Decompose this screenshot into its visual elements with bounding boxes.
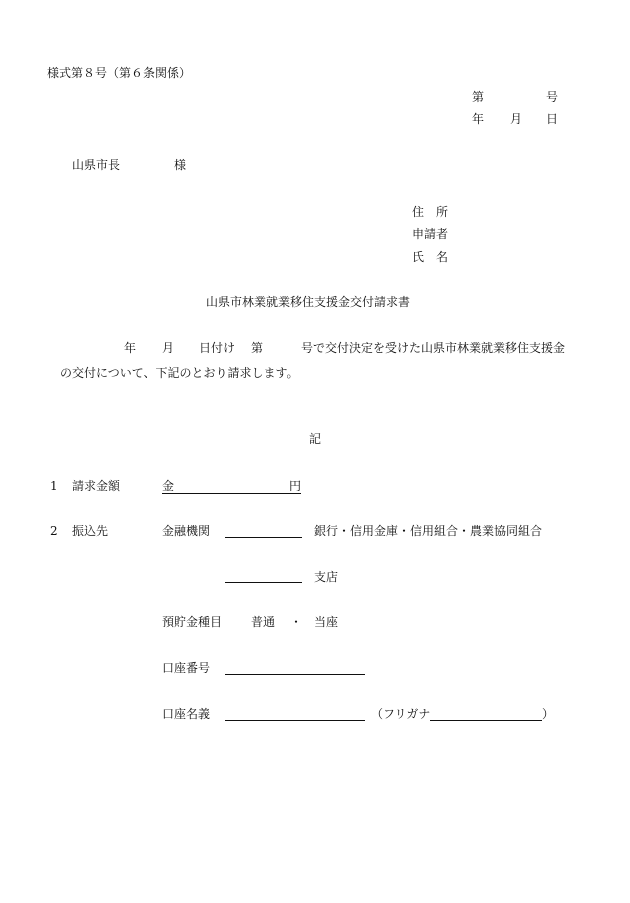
institution-label: 金融機関 xyxy=(162,524,211,538)
body-month: 月 xyxy=(162,341,175,355)
body-year: 年 xyxy=(124,341,137,355)
document-title: 山県市林業就業移住支援金交付請求書 xyxy=(206,295,411,309)
item2-number: 2 xyxy=(50,524,58,538)
item1-label: 請求金額 xyxy=(72,479,121,493)
institution-types: 銀行・信用金庫・信用組合・農業協同組合 xyxy=(314,524,543,538)
body-day-dated: 日付け xyxy=(199,341,236,355)
amount-prefix: 金 xyxy=(162,479,175,493)
ki-mark: 記 xyxy=(309,432,322,446)
account-number-field[interactable] xyxy=(225,674,365,675)
body-line1-rest: 号で交付決定を受けた山県市林業就業移住支援金 xyxy=(301,341,566,355)
account-type-toza[interactable]: 当座 xyxy=(314,615,339,629)
body-line2: の交付について、下記のとおり請求します。 xyxy=(60,366,299,380)
item1-number: 1 xyxy=(50,479,58,493)
account-type-futsu[interactable]: 普通 xyxy=(251,615,276,629)
doc-number-suffix: 号 xyxy=(546,90,559,104)
form-number: 様式第８号（第６条関係） xyxy=(47,66,192,80)
furigana-close: ） xyxy=(542,707,555,721)
branch-label: 支店 xyxy=(314,570,339,584)
address-label: 住 所 xyxy=(412,205,449,219)
furigana-open: （フリガナ xyxy=(371,707,431,721)
date-month: 月 xyxy=(510,112,523,126)
account-number-label: 口座番号 xyxy=(162,661,211,675)
date-year: 年 xyxy=(472,112,485,126)
account-type-separator: ・ xyxy=(290,615,303,629)
doc-number-prefix: 第 xyxy=(472,90,485,104)
branch-field[interactable] xyxy=(225,582,302,583)
amount-underline[interactable] xyxy=(162,493,301,494)
account-type-label: 預貯金種目 xyxy=(162,615,223,629)
addressee-name: 山県市長 xyxy=(72,158,121,172)
addressee-honorific: 様 xyxy=(174,158,187,172)
body-dai: 第 xyxy=(251,341,264,355)
name-label: 氏 名 xyxy=(412,250,449,264)
applicant-label: 申請者 xyxy=(412,227,449,241)
date-day: 日 xyxy=(546,112,559,126)
account-holder-label: 口座名義 xyxy=(162,707,211,721)
amount-unit: 円 xyxy=(289,479,302,493)
item2-label: 振込先 xyxy=(72,524,109,538)
institution-field[interactable] xyxy=(225,537,302,538)
account-holder-field[interactable] xyxy=(225,720,365,721)
furigana-field[interactable] xyxy=(430,720,542,721)
